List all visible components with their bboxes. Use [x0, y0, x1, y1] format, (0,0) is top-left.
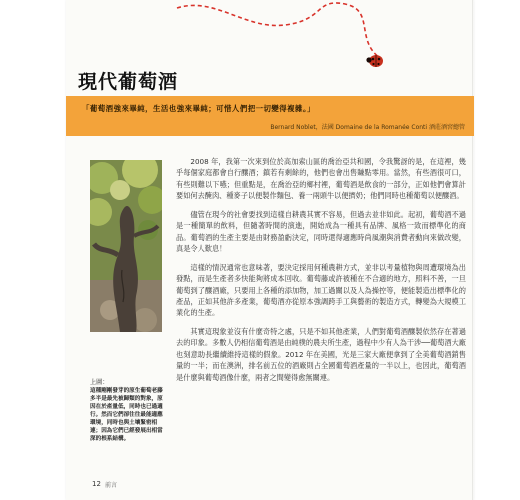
- paragraph: 這樣的情況通常也意味著，要決定採用何種農耕方式，並非以考量植物與周遭環境為出發點，而是生產者多快能夠將成本回收。葡萄藤或許被種在不合適的地方，照料不善，一旦葡萄到了釀酒廠，只要用上各種的添加物，加工過關以及人為操控等，便能製造出標準化的產品，正如其他許多產業，葡萄酒亦從原本強調跨手工與藝術的製造方式，轉變為大規模工業化的生產。: [176, 262, 466, 318]
- old-vine-photo: [90, 160, 162, 332]
- paragraph: 儘管在現今的社會要找到這樣自耕農其實不容易，但過去並非如此。起初，葡萄酒不過是一種簡單的飲料，但隨著時間的演進，開始成為一種具有品牌、風格一致而標準化的商品。葡萄酒的生產主要是由財務盈虧決定，同時還得適應時尚風潮與消費者動向來做改變，真是令人歎息！: [176, 209, 466, 254]
- quote-attribution: Bernard Noblet，法國 Domaine de la Romanée Conti 酒莊酒窖總管: [270, 124, 465, 131]
- ladybug-icon: [365, 52, 385, 68]
- photo-caption: 這種剛剛發芽的原生葡萄老藤多半是最先被歸類的對象，原因在於產量低，同時也已過適行。然而它們卻往往最能適應環境，同時也與土壤緊密相連；因為它們已經發展出相當深的根系結構。: [90, 388, 163, 442]
- article-body: [176, 156, 466, 390]
- page-spine: [472, 0, 474, 500]
- page-number: 12: [92, 480, 101, 488]
- page-title: 現代葡萄酒: [78, 71, 179, 93]
- section-label: 前言: [105, 482, 118, 489]
- paragraph: 2008 年，我第一次來到位於高加索山區的喬治亞共和國，令我驚訝的是，在這裡，幾乎每個家庭都會自行釀酒；鎮若有剩餘的，他們也會出售賺點零用。當然，有些酒很可口，有些則難以下嚥；但重點是，在喬治亞的鄉村裡，葡萄酒是飲食的一部分，正如他們會算計要如何去醃肉、種麥子以便製作麵包、養一兩頭牛以便擠奶；他們同時也種葡萄以便釀酒。: [176, 157, 466, 201]
- paragraph: 其實這現象並沒有什麼奇特之處，只是不如其他產業，人們對葡萄酒釀製依然存在著過去的印象。多數人仍相信葡萄酒是由純樸的農夫所生產，過程中少有人為干涉──葡萄酒大廠也刻意助長繼續維持這樣的假象。2012 年在美國，光是三家大廠便拿到了全美葡萄酒銷售量的一半；而在澳洲，排名前五位的酒廠則占全國葡萄酒產量的一半以上，也因此，葡萄酒是什麼與葡萄酒像什麼，兩者之間變得愈無關連。: [176, 326, 466, 382]
- epigraph-quote: 「葡萄酒強來畢純，生活也強來畢純；可惜人們把一切變得複雜。」: [82, 104, 316, 113]
- caption-heading: 上圖：: [90, 379, 109, 386]
